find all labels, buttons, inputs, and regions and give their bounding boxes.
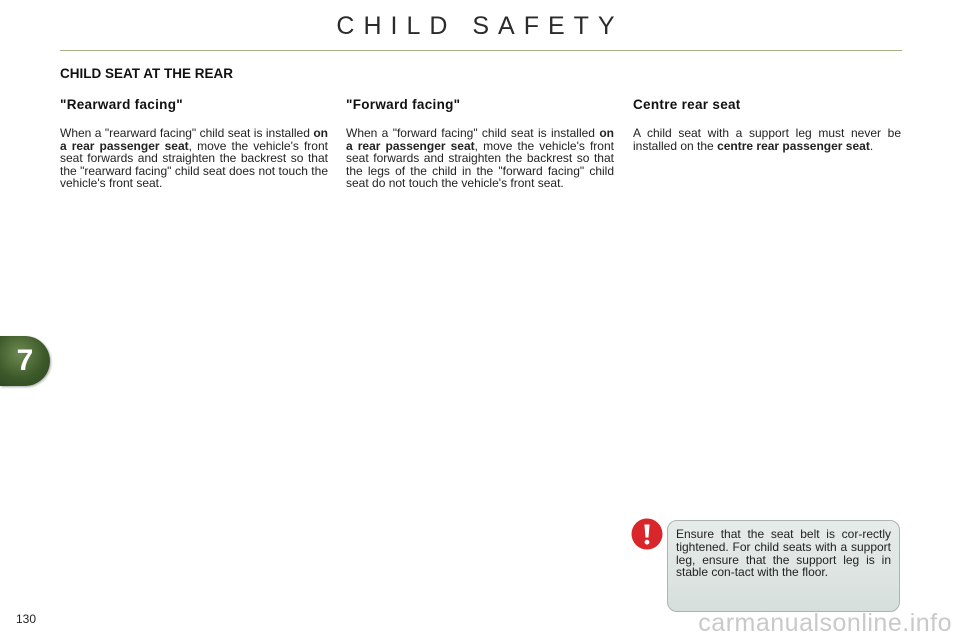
warning-box (667, 520, 900, 612)
rearward-facing-text (60, 127, 328, 190)
rearward-facing-heading: "Rearward facing" (60, 97, 183, 112)
watermark: carmanualsonline.info (698, 609, 952, 637)
forward-facing-text (346, 127, 614, 190)
centre-text-end: . (869, 138, 874, 153)
rearward-text-bold: on a rear passenger seat (60, 126, 328, 153)
rearward-text-end: , move the vehicle's front seat forwards and straighten the backrest so that the "rearward facing" child seat does not touch the vehicle's front seat. (60, 138, 328, 191)
section-heading: CHILD SEAT AT THE REAR (60, 66, 233, 81)
page-title: CHILD SAFETY (336, 12, 624, 40)
forward-facing-column (346, 97, 614, 190)
rearward-text-start: When a "rearward facing" child seat is installed (60, 126, 314, 140)
centre-text-start: A child seat with a support leg must never be installed on the (633, 126, 901, 153)
page-number: 130 (16, 612, 37, 626)
rearward-facing-column (60, 97, 328, 190)
centre-rear-seat-heading: Centre rear seat (633, 97, 741, 112)
centre-text-bold: centre rear passenger seat (717, 138, 870, 153)
forward-facing-heading: "Forward facing" (346, 97, 461, 112)
forward-text-bold: on a rear passenger seat (346, 126, 614, 153)
forward-text-start: When a "forward facing" child seat is installed (346, 126, 600, 140)
chapter-tab (0, 336, 50, 386)
chapter-number: 7 (16, 344, 34, 377)
title-divider (60, 50, 902, 51)
exclamation-icon (631, 518, 663, 550)
centre-rear-seat-text (633, 127, 901, 152)
warning-text: Ensure that the seat belt is cor-rectly tightened. For child seats with a support leg, ensure that the support leg is in stable con-tact with the floor. (676, 527, 891, 580)
centre-rear-seat-column (633, 97, 901, 152)
forward-text-end: , move the vehicle's front seat forwards and straighten the backrest so that the legs of the child in the "forward facing" child seat do not touch the vehicle's front seat. (346, 138, 614, 191)
